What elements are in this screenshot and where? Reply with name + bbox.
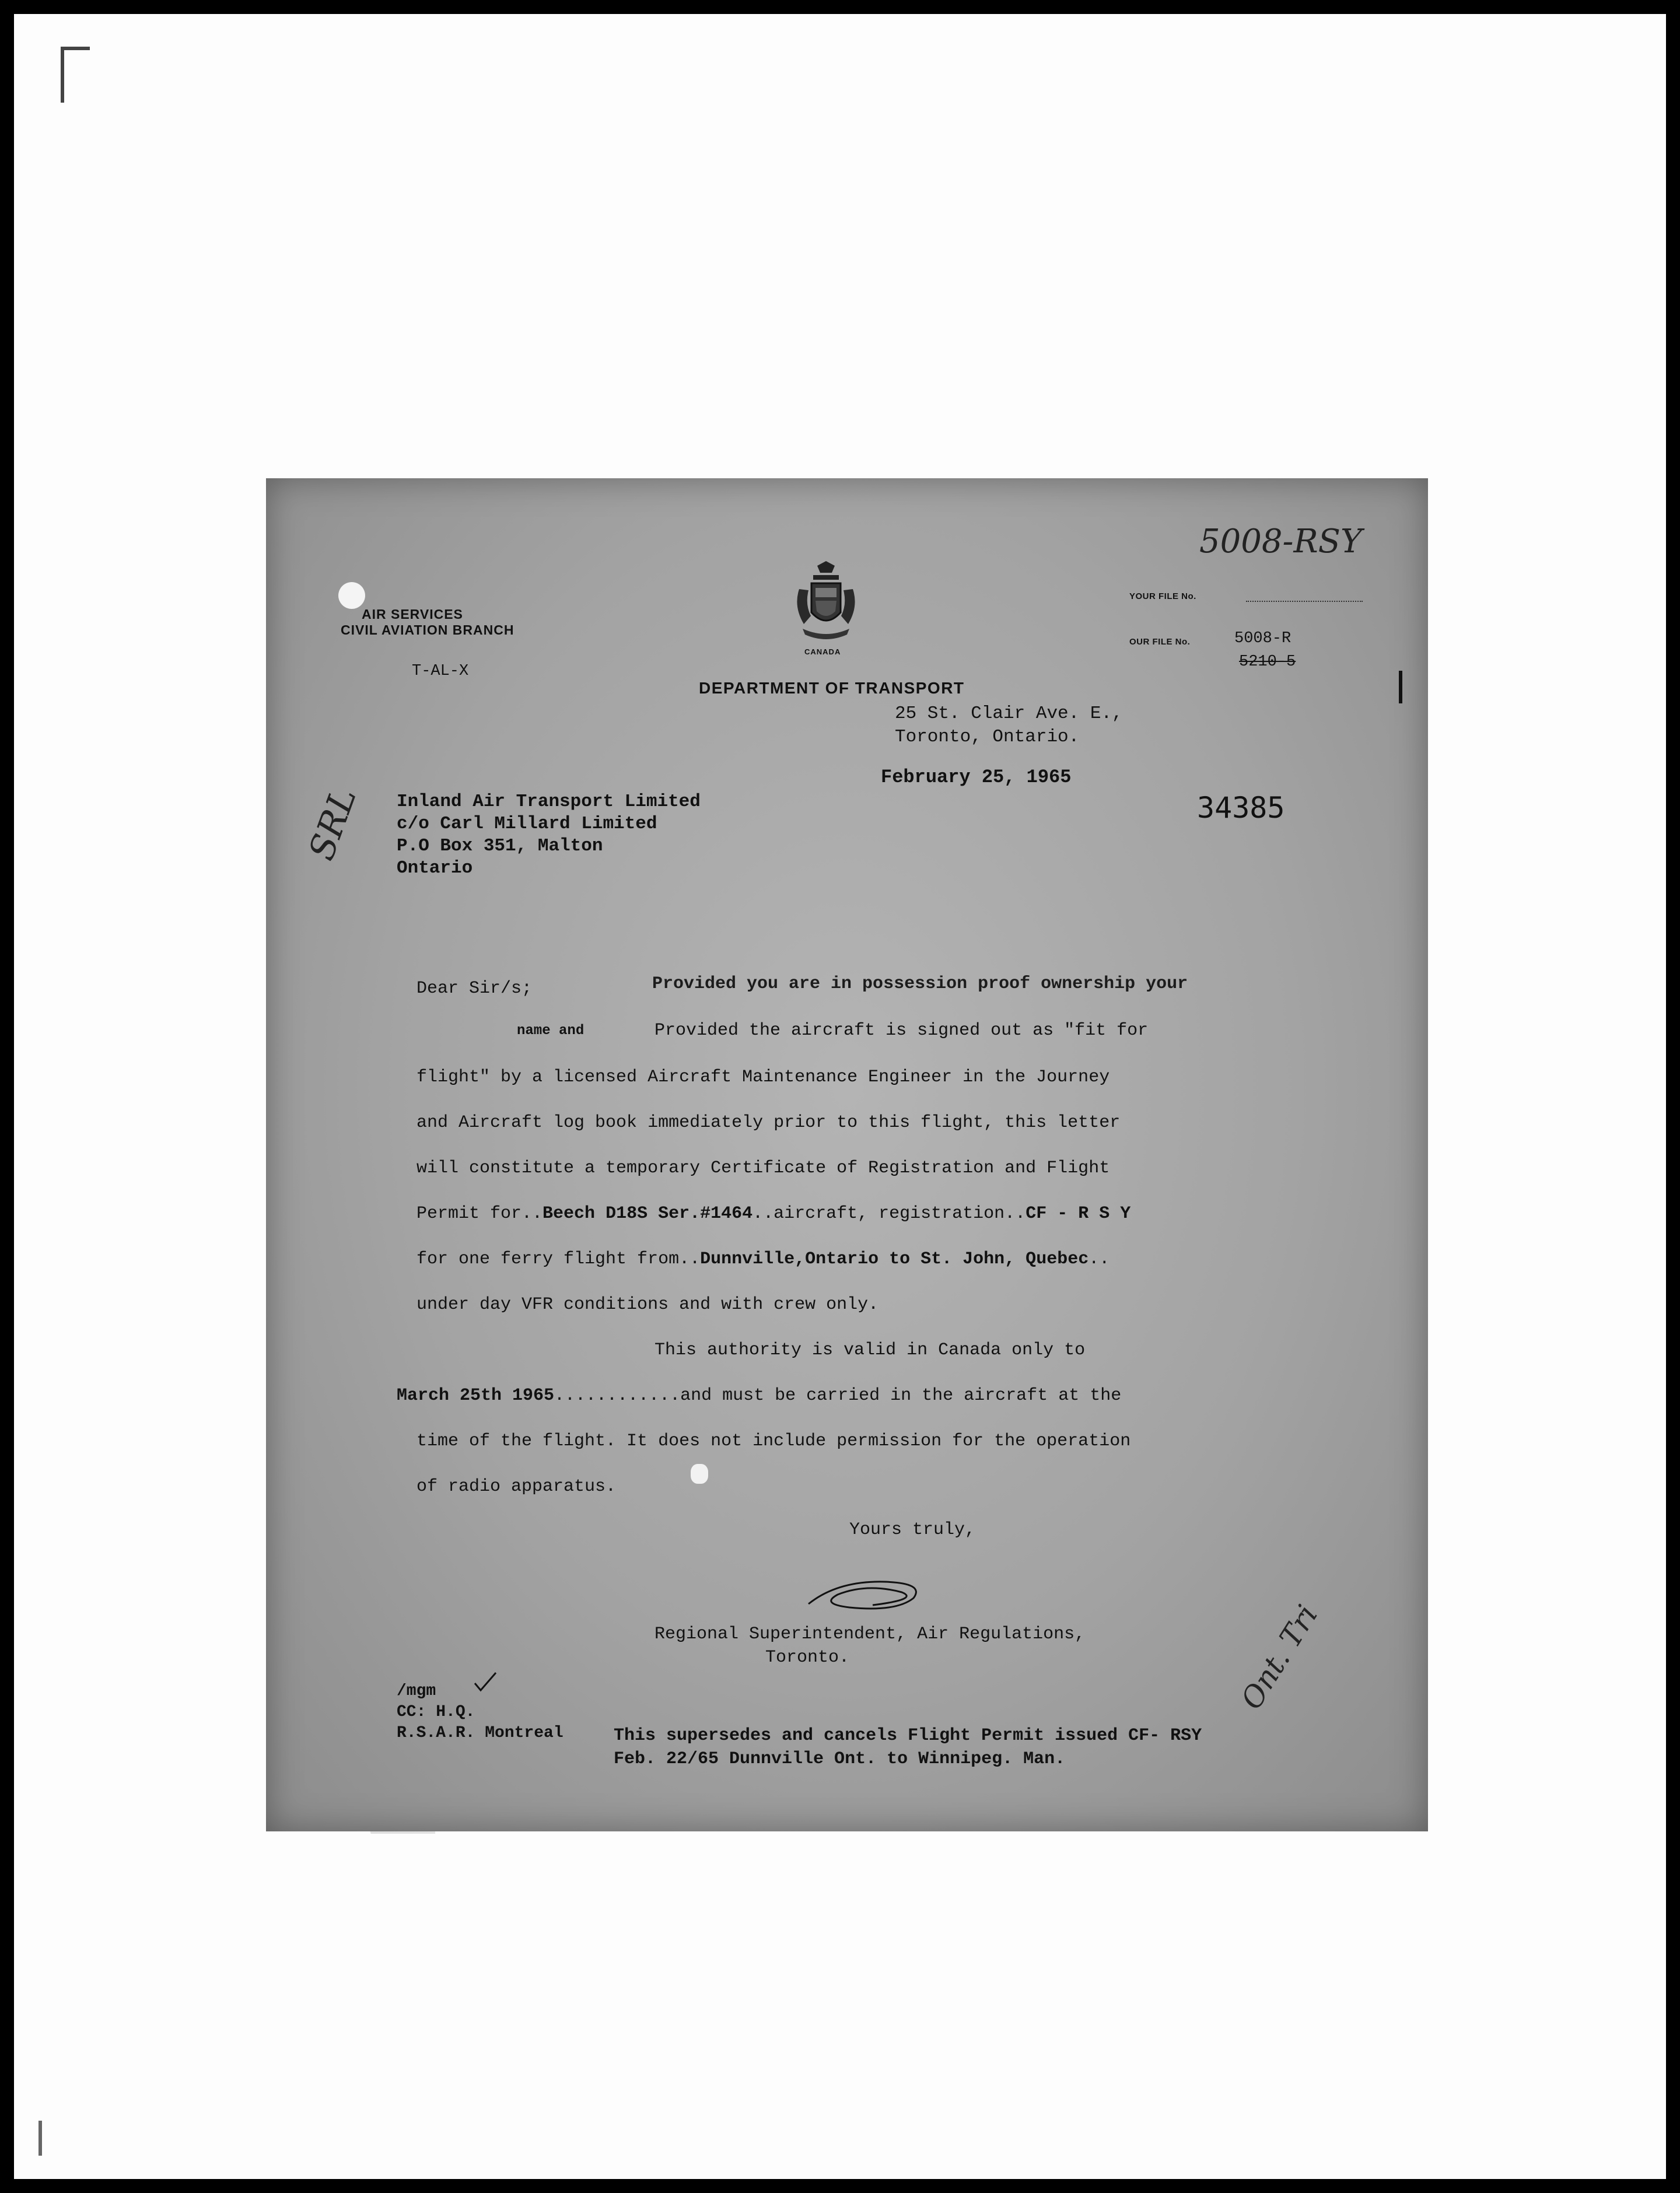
permit-prefix: Permit for..	[416, 1204, 543, 1224]
margin-tick	[1399, 671, 1402, 703]
body-line-2: flight" by a licensed Aircraft Maintenance Engineer in the Journey	[416, 1067, 1110, 1087]
address-line-1: 25 St. Clair Ave. E.,	[895, 703, 1123, 724]
letter-date: February 25, 1965	[881, 766, 1072, 788]
scan-page	[14, 14, 1666, 2179]
cc-line-1: CC: H.Q.	[397, 1703, 475, 1721]
validity-line	[397, 1386, 1121, 1406]
branch-line-2: CIVIL AVIATION BRANCH	[341, 622, 514, 637]
body-line-3: and Aircraft log book immediately prior to this flight, this letter	[416, 1113, 1121, 1133]
permit-line	[416, 1204, 1130, 1224]
recipient-line-2: c/o Carl Millard Limited	[397, 814, 657, 834]
letter-document	[266, 478, 1428, 1831]
salutation: Dear Sir/s;	[416, 979, 533, 999]
sign-off: Yours truly,	[849, 1520, 976, 1540]
our-file-value-2: 5210-5	[1239, 653, 1296, 671]
body-line-10: time of the flight. It does not include permission for the operation	[416, 1431, 1131, 1451]
edge-tick	[38, 2121, 42, 2156]
punch-hole	[338, 582, 365, 609]
struck-text-a: Provided you are in possession proof ownership your	[652, 974, 1188, 994]
ferry-prefix: for one ferry flight from..	[416, 1249, 701, 1269]
ferry-line	[416, 1249, 1110, 1269]
supersede-line-1: This supersedes and cancels Flight Permit issued CF- RSY	[614, 1726, 1202, 1746]
validity-rest: ............and must be carried in the aircraft at the	[554, 1386, 1122, 1406]
body-line-11: of radio apparatus.	[416, 1477, 617, 1497]
body-line-4: will constitute a temporary Certificate of Registration and Flight	[416, 1158, 1110, 1178]
aircraft-type: Beech D18S Ser.#1464	[542, 1204, 753, 1224]
reference-code: T-AL-X	[412, 663, 469, 680]
signatory-title	[654, 1623, 1085, 1669]
crest-label: CANADA	[804, 647, 841, 656]
our-file-label: OUR FILE No.	[1129, 637, 1191, 647]
your-file-line	[1246, 601, 1363, 602]
branch-line-1: AIR SERVICES	[362, 607, 463, 622]
permit-mid: ..aircraft, registration..	[752, 1204, 1026, 1224]
valid-until: March 25th 1965	[397, 1386, 555, 1406]
supersede-note	[614, 1724, 1202, 1771]
registration: CF - R S Y	[1026, 1204, 1131, 1224]
cc-line-2: R.S.A.R. Montreal	[397, 1724, 564, 1742]
typist-initials: /mgm	[397, 1682, 436, 1700]
crop-corner-mark	[61, 47, 90, 103]
handwritten-file-number: 5008-RSY	[1199, 523, 1362, 560]
body-line-1: Provided the aircraft is signed out as "fit for	[654, 1021, 1149, 1041]
ferry-suffix: ..	[1088, 1249, 1110, 1269]
our-file-value: 5008-R	[1234, 630, 1292, 647]
struck-text-b: name and	[517, 1023, 584, 1039]
sender-address	[895, 702, 1123, 749]
coat-of-arms-icon	[791, 560, 861, 647]
recipient-line-4: Ontario	[397, 858, 473, 878]
title-line-1: Regional Superintendent, Air Regulations,	[654, 1624, 1086, 1644]
department-title: DEPARTMENT OF TRANSPORT	[699, 679, 965, 697]
address-line-2: Toronto, Ontario.	[895, 727, 1080, 747]
handwritten-initials: SRL	[301, 782, 365, 866]
checkmark-icon	[474, 1672, 497, 1693]
paper-speck	[691, 1464, 708, 1484]
stamped-number: 34385	[1197, 791, 1285, 825]
route: Dunnville,Ontario to St. John, Quebec	[700, 1249, 1089, 1269]
body-line-8: This authority is valid in Canada only to	[654, 1340, 1086, 1360]
branch-header	[341, 607, 514, 638]
recipient-line-3: P.O Box 351, Malton	[397, 836, 603, 856]
body-line-7: under day VFR conditions and with crew only.	[416, 1295, 879, 1315]
title-line-2: Toronto.	[765, 1648, 850, 1667]
recipient-line-1: Inland Air Transport Limited	[397, 791, 701, 812]
signature-scribble	[803, 1575, 931, 1616]
recipient-address	[397, 791, 701, 880]
supersede-line-2: Feb. 22/65 Dunnville Ont. to Winnipeg. Man.	[614, 1749, 1066, 1769]
handwritten-corner-note: Ont. Tri	[1234, 1599, 1325, 1715]
your-file-label: YOUR FILE No.	[1129, 591, 1196, 601]
